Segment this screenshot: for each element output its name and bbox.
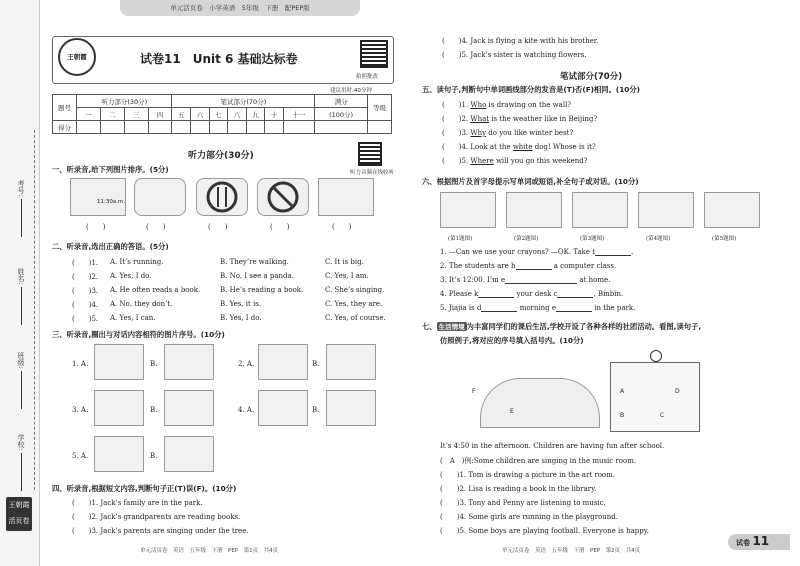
s3-q5: 5. A. (72, 452, 89, 460)
s6-stem: 3. It’s 12:00. I’m e (440, 276, 506, 284)
picture-2 (134, 178, 186, 216)
s6-blank[interactable] (478, 291, 514, 298)
s3-q1-pic-b[interactable] (164, 344, 214, 380)
s3-q4: 4. A. (238, 406, 255, 414)
playground (480, 378, 600, 428)
label-f: F (472, 388, 476, 395)
s6-caption: (第3题图) (580, 236, 605, 242)
section-6-title: 六、根据图片及首字母提示写单词或短语,补全句子或对话。(10分) (422, 177, 639, 186)
s6-line (440, 290, 623, 298)
s3-q2: 2. A. (238, 360, 255, 368)
s7-prefix: 七、 (422, 322, 437, 331)
s6-tail: a computer class. (553, 262, 617, 270)
s5-underlined: What (470, 115, 490, 123)
score-num: 八 (228, 108, 247, 121)
label-e: E (510, 408, 514, 415)
s2-num[interactable]: ( )1. (72, 259, 99, 267)
s6-line (440, 276, 610, 284)
side-class-label: 班级: (12, 352, 26, 409)
s7-item[interactable]: ( )3. Tony and Penny are listening to music. (440, 499, 606, 507)
s2-option-c: C. Yes, I am. (325, 272, 369, 280)
s3-q3: 3. A. (72, 406, 89, 414)
s6-stem: 1. —Can we use your crayons? —OK. Take t (440, 248, 596, 256)
score-num: 三 (124, 108, 148, 121)
s5-post: is drawing on the wall? (486, 101, 572, 109)
listening-head: 听力部分(30分) (77, 95, 172, 108)
footer-left: 单元活页卷 英语 五年级 下册 PEP 第1页 共4页 (140, 548, 279, 554)
s5-item[interactable] (442, 142, 596, 152)
s7-item[interactable]: ( )5. Some boys are playing football. Everyone is happy. (440, 527, 649, 535)
score-cell[interactable] (100, 121, 124, 134)
s2-option-b: B. Yes, I do. (220, 314, 262, 322)
label-b: B (620, 412, 625, 419)
s5-pre: ( )2. (442, 115, 471, 123)
s3-q5-pic-a[interactable] (94, 436, 144, 472)
s2-num[interactable]: ( )3. (72, 287, 99, 295)
s5-post: will you go this weekend? (493, 157, 588, 165)
s6-tail: at home. (579, 276, 611, 284)
full-value: (100分) (315, 108, 368, 121)
s7-badge: 生活情境 (438, 323, 465, 331)
s5-underlined: Who (470, 101, 487, 109)
section-2-title: 二、听录音,选出正确的答语。(5分) (52, 242, 169, 251)
school-building (610, 362, 700, 432)
s6-blank[interactable] (516, 263, 552, 270)
s3-q1: 1. A. (72, 360, 89, 368)
s6-pic-3 (572, 192, 628, 228)
s2-option-c: C. Yes, they are. (325, 300, 383, 308)
s5-pre: ( )1. (442, 101, 471, 109)
score-num: 四 (148, 108, 172, 121)
s2-option-a: A. Yes, I do. (110, 272, 152, 280)
s7-example: ( A )例:Some children are singing in the music room. (440, 457, 637, 465)
s6-line (440, 248, 633, 256)
s6-blank[interactable] (541, 277, 577, 284)
score-cell[interactable] (368, 121, 392, 134)
s6-caption: (第5题图) (712, 236, 737, 242)
s5-pre: ( )3. (442, 129, 471, 137)
score-num: 七 (209, 108, 228, 121)
score-num: 二 (100, 108, 124, 121)
s5-item[interactable] (442, 128, 573, 138)
clock-label: 11:30a.m. (97, 199, 126, 205)
s5-item[interactable] (442, 100, 571, 110)
score-cell[interactable] (191, 121, 210, 134)
cut-line (34, 130, 35, 490)
s3-b: B. (150, 406, 158, 414)
s4-item[interactable]: ( )4. Jack is flying a kite with his brother. (442, 37, 599, 45)
s1-blank[interactable]: ( ) (86, 223, 106, 231)
s7-item[interactable]: ( )1. Tom is drawing a picture in the art room. (440, 471, 615, 479)
s5-post: dog! Whose is it? (532, 143, 596, 151)
score-cell[interactable] (283, 121, 314, 134)
section-7-title (422, 322, 701, 332)
qr-code-icon[interactable] (360, 40, 388, 68)
grade-head: 等级 (368, 95, 392, 121)
s2-option-b: B. He’s reading a book. (220, 286, 304, 294)
s6-pic-2 (506, 192, 562, 228)
page-badge-label: 试卷 (736, 539, 750, 547)
s6-blank[interactable] (557, 291, 593, 298)
score-cell[interactable] (77, 121, 101, 134)
score-cell[interactable] (265, 121, 284, 134)
s2-num[interactable]: ( )5. (72, 315, 99, 323)
audio-label: 听力音频在线收听 (350, 170, 395, 176)
label-d: D (675, 388, 680, 395)
s2-option-b: B. They’re walking. (220, 258, 289, 266)
s6-blank[interactable] (595, 248, 634, 256)
section-4-title: 四、听录音,根据短文内容,判断句子正(T)误(F)。(10分) (52, 484, 237, 493)
s6-caption: (第2题图) (514, 236, 539, 242)
s6-pic-1 (440, 192, 496, 228)
s4-item[interactable]: ( )1. Jack’s family are in the park. (72, 499, 203, 507)
score-num: 十一 (283, 108, 314, 121)
picture-1 (70, 178, 126, 216)
s1-blank[interactable]: ( ) (208, 223, 228, 231)
s3-b: B. (150, 452, 158, 460)
s6-tail: morning e (519, 304, 557, 312)
s6-stem: 2. The students are h (440, 262, 516, 270)
full-head: 满分 (315, 95, 368, 108)
score-table (52, 94, 392, 134)
score-cell[interactable] (172, 121, 191, 134)
s6-line (440, 262, 616, 270)
section-1-title: 一、听录音,给下列图片排序。(5分) (52, 165, 169, 174)
s3-q2-pic-a[interactable] (258, 344, 308, 380)
s3-q4-pic-b[interactable] (326, 390, 376, 426)
listening-title: 听力部分(30分) (188, 151, 254, 161)
score-cell[interactable] (228, 121, 247, 134)
s2-option-a: A. It’s running. (110, 258, 164, 266)
time-hint: 建议用时:40分钟 (330, 88, 372, 94)
s6-tail: . (631, 248, 634, 256)
brand-badge: 王朝霞 活页卷 (6, 497, 32, 531)
written-head: 笔试部分(70分) (172, 95, 315, 108)
s3-b: B. (312, 360, 320, 368)
s7-intro: It’s 4:50 in the afternoon. Children are having fun after school. (440, 442, 665, 450)
side-name-label: 姓名: (12, 268, 26, 325)
s6-line (440, 304, 635, 312)
s2-option-a: A. No, they don’t. (110, 300, 173, 308)
s6-blank[interactable] (505, 277, 541, 284)
s3-q5-pic-b[interactable] (164, 436, 214, 472)
s3-q3-pic-a[interactable] (94, 390, 144, 426)
s5-underlined: Why (470, 129, 487, 137)
s5-pre: ( )4. Look at the (442, 143, 513, 151)
score-num: 五 (172, 108, 191, 121)
score-num: 六 (191, 108, 210, 121)
s3-q1-pic-a[interactable] (94, 344, 144, 380)
s7-title-text: 为丰富同学们的课后生活,学校开设了各种各样的社团活动。看图,读句子, (466, 322, 702, 331)
score-cell[interactable] (246, 121, 265, 134)
s5-post: do you like winter best? (486, 129, 574, 137)
section-5-title: 五、读句子,判断句中单词画线部分的发音是(T)否(F)相同。(10分) (422, 85, 641, 94)
score-cell[interactable] (315, 121, 368, 134)
s3-q4-pic-a[interactable] (258, 390, 308, 426)
score-cell[interactable] (124, 121, 148, 134)
s6-tail: your desk c (516, 290, 558, 298)
footer-right: 单元活页卷 英语 五年级 下册 PEP 第2页 共4页 (502, 548, 641, 554)
s6-blank[interactable] (481, 305, 517, 312)
s4-item[interactable]: ( )2. Jack’s grandparents are reading books. (72, 513, 241, 521)
s2-option-c: C. Yes, of course. (325, 314, 386, 322)
s2-option-a: A. Yes, I can. (110, 314, 156, 322)
s6-caption: (第1题图) (448, 236, 473, 242)
s5-item[interactable] (442, 114, 597, 124)
s5-post: is the weather like in Beijing? (489, 115, 598, 123)
side-school-label: 学校: (12, 434, 26, 491)
s5-item[interactable] (442, 156, 587, 166)
score-num: 十 (265, 108, 284, 121)
picture-4-no-sign-icon (257, 178, 309, 216)
s2-option-b: B. Yes, it is. (220, 300, 262, 308)
score-num: 一 (77, 108, 101, 121)
s1-blank[interactable]: ( ) (270, 223, 290, 231)
s2-option-c: C. She’s singing. (325, 286, 385, 294)
scan-label: 拍照批改 (356, 74, 379, 80)
page-badge (728, 534, 790, 550)
s3-b: B. (312, 406, 320, 414)
s5-underlined: Where (470, 157, 494, 165)
s3-q2-pic-b[interactable] (326, 344, 376, 380)
label-a: A (620, 388, 625, 395)
score-num: 九 (246, 108, 265, 121)
score-cell[interactable] (209, 121, 228, 134)
s1-blank[interactable]: ( ) (332, 223, 352, 231)
no-sign-icon (197, 179, 247, 215)
s4-item[interactable]: ( )5. Jack’s sister is watching flowers. (442, 51, 587, 59)
test-title: 试卷11 Unit 6 基础达标卷 (140, 52, 298, 66)
s2-option-a: A. He often reads a book. (110, 286, 201, 294)
score-cell[interactable] (148, 121, 172, 134)
s4-item[interactable]: ( )3. Jack’s parents are singing under the tree. (72, 527, 249, 535)
s2-num[interactable]: ( )2. (72, 273, 99, 281)
col-title: 题号 (53, 95, 77, 121)
s6-tail2: in the park. (594, 304, 636, 312)
s1-blank[interactable]: ( ) (146, 223, 166, 231)
binding-strip (0, 0, 40, 566)
s6-tail2: , Binbin. (593, 290, 624, 298)
label-c: C (660, 412, 665, 419)
s6-pic-4 (638, 192, 694, 228)
s2-option-c: C. It is big. (325, 258, 364, 266)
s7-item[interactable]: ( )2. Lisa is reading a book in the library. (440, 485, 597, 493)
s2-num[interactable]: ( )4. (72, 301, 99, 309)
s3-b: B. (150, 360, 158, 368)
score-row-title: 得分 (53, 121, 77, 134)
clock-icon (650, 350, 662, 362)
school-scene (470, 348, 710, 436)
s6-caption: (第4题图) (646, 236, 671, 242)
section-3-title: 三、听录音,圈出与对话内容相符的图片序号。(10分) (52, 330, 225, 339)
s6-stem: 4. Please k (440, 290, 479, 298)
logo: 王朝霞 (58, 38, 96, 76)
picture-3-no-eating-icon (196, 178, 248, 216)
series-tab: 单元活页卷 小学英语 5年级 下册 配PEP版 (120, 0, 360, 16)
s7-item[interactable]: ( )4. Some girls are running in the playground. (440, 513, 618, 521)
audio-qr-icon[interactable] (358, 142, 382, 166)
picture-5 (318, 178, 374, 216)
s5-underlined: white (512, 143, 533, 151)
s6-pic-5 (704, 192, 760, 228)
written-title: 笔试部分(70分) (560, 72, 623, 82)
s5-pre: ( )5. (442, 157, 471, 165)
side-number-label: 考号: (12, 180, 26, 237)
s2-option-b: B. No, I see a panda. (220, 272, 294, 280)
s3-q3-pic-b[interactable] (164, 390, 214, 426)
s6-blank[interactable] (556, 305, 592, 312)
page-badge-num: 11 (752, 534, 770, 548)
section-7-title-2: 仿照例子,将对应的序号填入括号内。(10分) (440, 336, 584, 345)
prohibit-icon (258, 179, 308, 215)
s6-stem: 5. Jiajia is d (440, 304, 482, 312)
